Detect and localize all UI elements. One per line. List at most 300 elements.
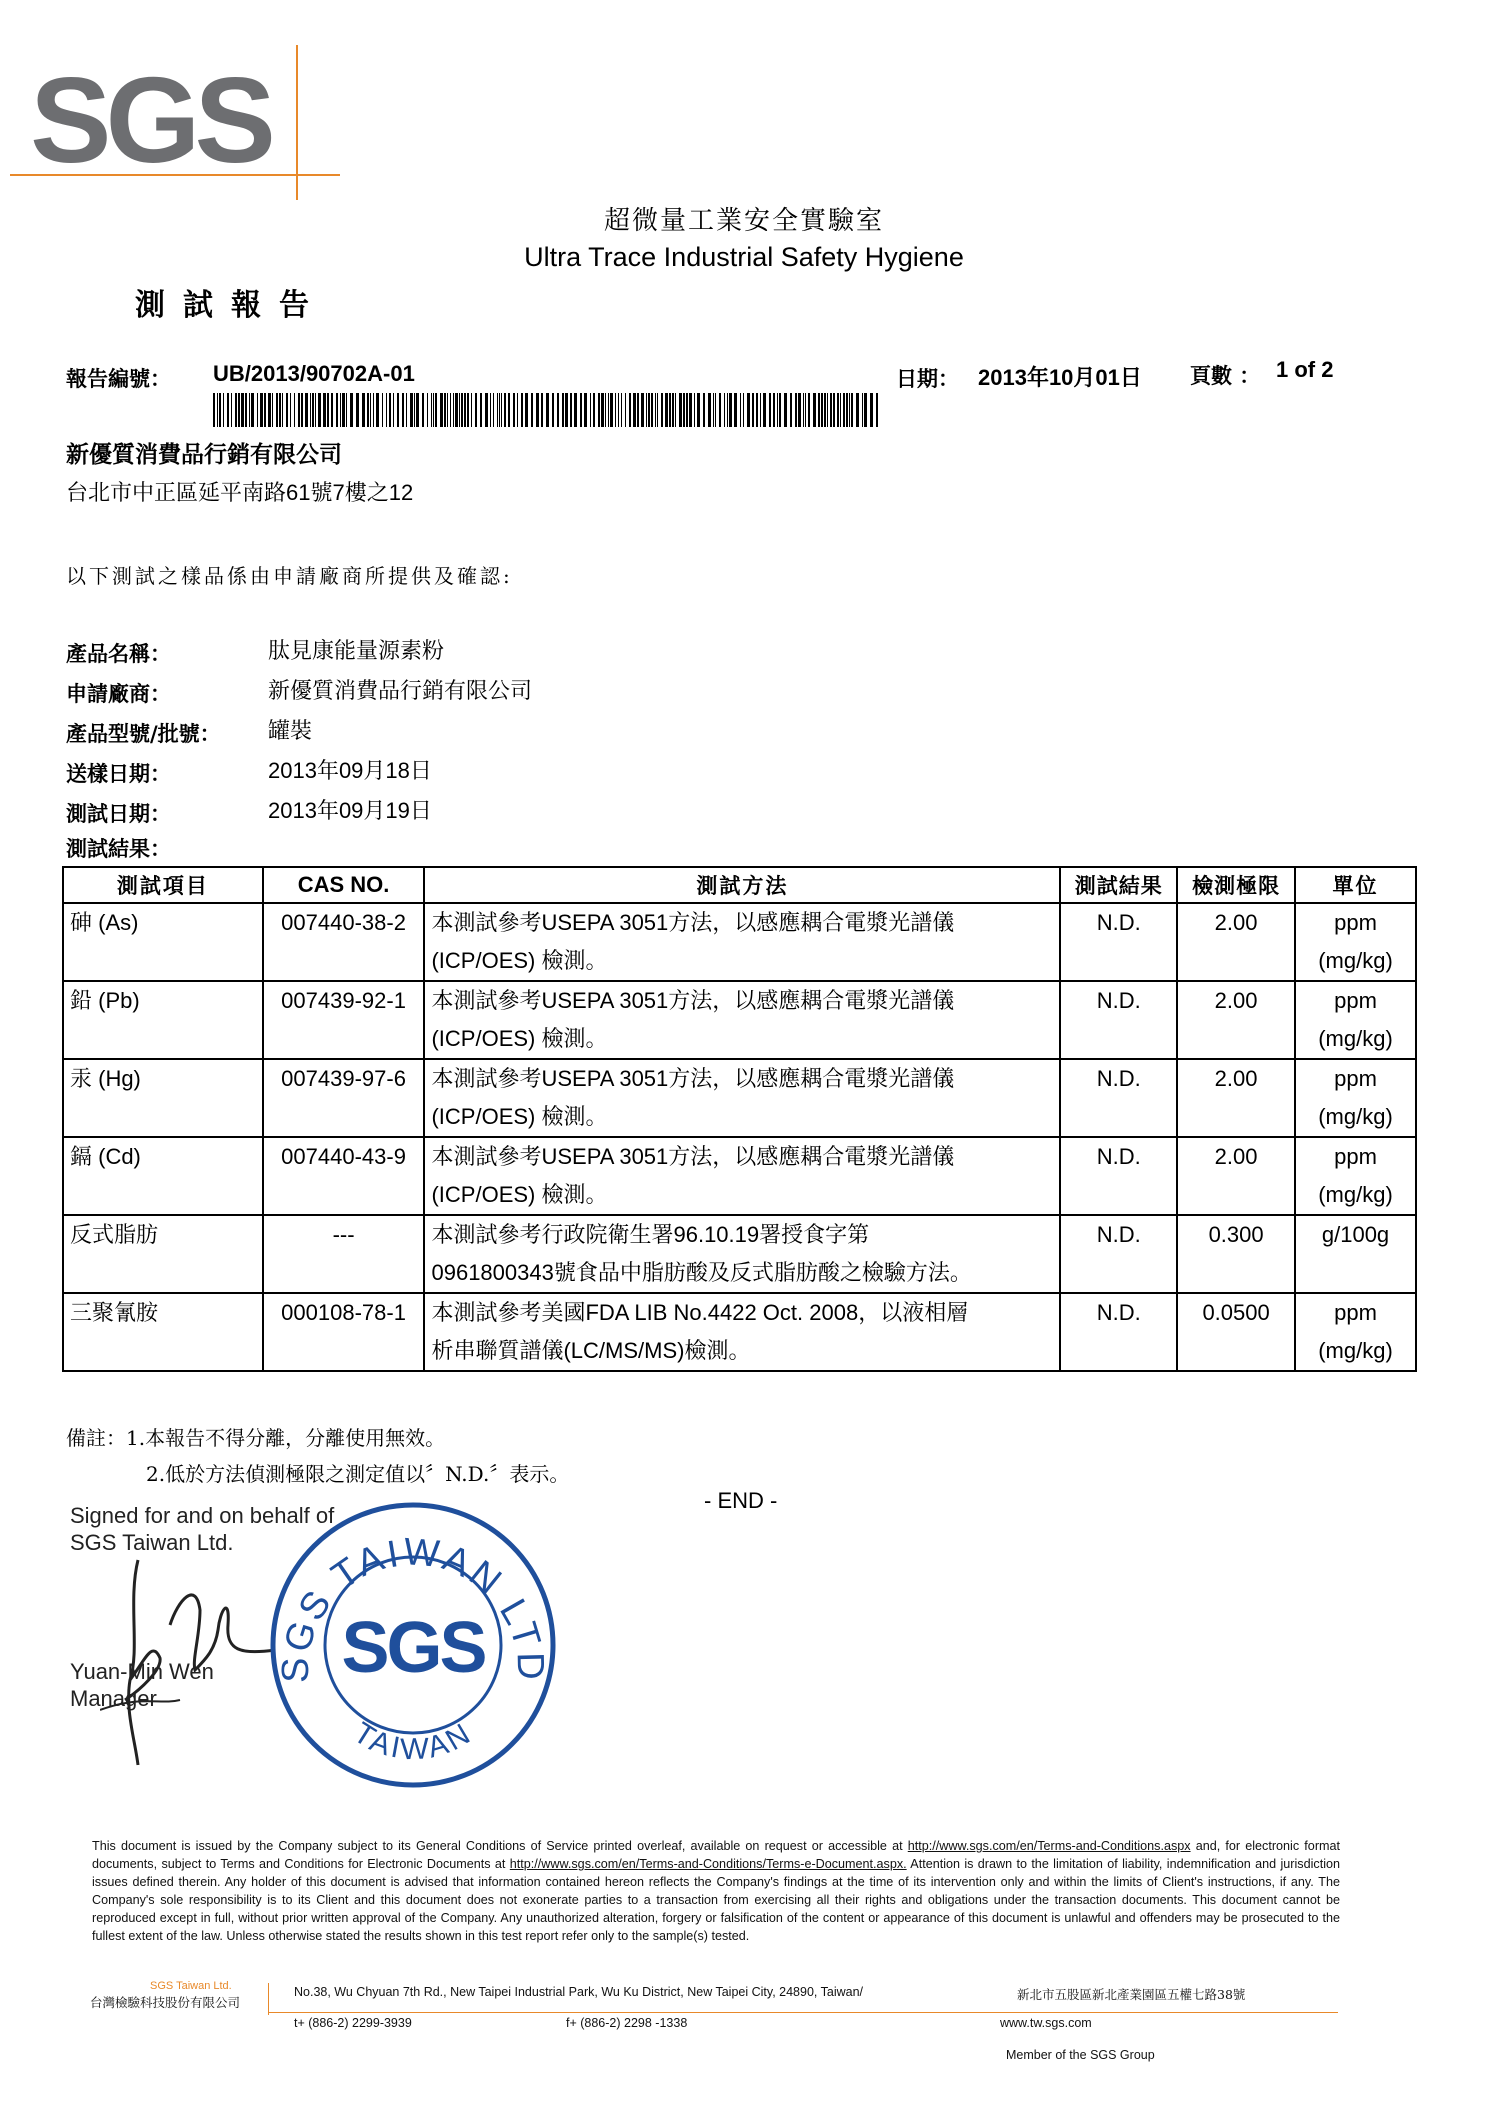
barcode-bar	[531, 393, 533, 427]
cell-result: N.D.	[1060, 1293, 1177, 1371]
method-line: (ICP/OES) 檢測。	[431, 1104, 608, 1129]
barcode-bar	[367, 393, 369, 427]
barcode-bar	[672, 393, 674, 427]
signer-title: Manager	[70, 1686, 157, 1711]
table-row	[63, 981, 1416, 1059]
barcode-bar	[331, 393, 333, 427]
barcode-bar	[406, 393, 407, 427]
barcode-bar	[773, 393, 775, 427]
cell-limit: 0.300	[1177, 1215, 1295, 1293]
report-date: 2013年10月01日	[978, 365, 1142, 390]
table-row	[63, 1137, 1416, 1215]
barcode-bar	[625, 393, 626, 427]
barcode-bar	[422, 393, 424, 427]
barcode-bar	[219, 393, 221, 427]
barcode-bar	[444, 393, 446, 427]
cell-limit: 2.00	[1177, 981, 1295, 1059]
cell-cas: 007439-92-1	[263, 981, 425, 1059]
barcode-bar	[310, 393, 311, 427]
barcode-bar	[312, 393, 314, 427]
barcode-bar	[779, 393, 781, 427]
results-label: 測試結果：	[66, 836, 171, 861]
barcode-bar	[346, 393, 347, 427]
footer-rule	[268, 2012, 1338, 2013]
report-number: UB/2013/90702A-01	[213, 361, 415, 386]
barcode-bar	[824, 393, 826, 427]
cell-unit	[1295, 1059, 1416, 1137]
results-table	[62, 866, 1417, 1372]
intro-text: 以下測試之樣品係由申請廠商所提供及確認:	[66, 564, 513, 588]
barcode-bar	[402, 393, 404, 427]
cell-unit	[1295, 1215, 1416, 1293]
barcode-bar	[846, 393, 848, 427]
barcode-bar	[849, 393, 850, 427]
cell-result: N.D.	[1060, 981, 1177, 1059]
footer-address-zh: 新北市五股區新北產業園區五權七路38號	[1017, 1987, 1246, 2002]
cell-item: 汞 (Hg)	[63, 1059, 263, 1137]
cell-unit	[1295, 981, 1416, 1059]
barcode-bar	[501, 393, 502, 427]
barcode	[213, 393, 880, 427]
barcode-bar	[715, 393, 716, 427]
method-line: 本測試參考USEPA 3051方法，以感應耦合電漿光譜儀	[431, 988, 955, 1013]
cell-method	[424, 1215, 1060, 1293]
barcode-bar	[763, 393, 766, 427]
barcode-bar	[805, 393, 806, 427]
barcode-bar	[467, 393, 469, 427]
barcode-bar	[382, 393, 383, 427]
barcode-bar	[557, 393, 559, 427]
barcode-bar	[427, 393, 428, 427]
barcode-bar	[350, 393, 353, 427]
barcode-bar	[231, 393, 232, 427]
model-label: 產品型號/批號：	[66, 721, 221, 746]
footer-website[interactable]: www.tw.sgs.com	[1000, 2016, 1092, 2030]
barcode-bar	[669, 393, 671, 427]
cell-limit: 2.00	[1177, 1059, 1295, 1137]
barcode-bar	[459, 393, 460, 427]
method-line: 本測試參考USEPA 3051方法，以感應耦合電漿光譜儀	[431, 1066, 955, 1091]
barcode-bar	[414, 393, 415, 427]
model-value: 罐裝	[268, 718, 313, 743]
cell-result: N.D.	[1060, 903, 1177, 981]
barcode-bar	[689, 393, 692, 427]
barcode-bar	[431, 393, 432, 427]
header-test-result: 測試結果	[1060, 867, 1177, 903]
barcode-bar	[461, 393, 463, 427]
barcode-bar	[318, 393, 321, 427]
product-value: 肽見康能量源素粉	[268, 638, 445, 663]
barcode-bar	[629, 393, 631, 427]
barcode-bar	[790, 393, 792, 427]
table-header-row	[63, 867, 1416, 903]
product-label: 產品名稱：	[66, 641, 171, 666]
barcode-bar	[621, 393, 622, 427]
barcode-bar	[490, 393, 491, 427]
sgs-logo	[10, 40, 350, 200]
unit-line: ppm	[1334, 1300, 1377, 1325]
barcode-bar	[268, 393, 271, 427]
barcode-bar	[282, 393, 283, 427]
signer-block	[70, 1658, 214, 1712]
svg-text:TAIWAN	[348, 1716, 478, 1766]
method-line: 本測試參考行政院衛生署96.10.19署授食字第	[431, 1222, 870, 1247]
stamp-bottom-text: TAIWAN	[347, 1716, 479, 1767]
barcode-bar	[455, 393, 458, 427]
table-row	[63, 1215, 1416, 1293]
cell-method	[424, 981, 1060, 1059]
lab-name-en: Ultra Trace Industrial Safety Hygiene	[524, 242, 964, 272]
barcode-bar	[276, 393, 278, 427]
lab-name-zh: 超微量工業安全實驗室	[603, 206, 884, 236]
barcode-bar	[389, 393, 391, 427]
stamp-center-text: SGS	[341, 1608, 485, 1688]
barcode-bar	[694, 393, 695, 427]
barcode-bar	[851, 393, 853, 427]
disclaimer-part-1: This document is issued by the Company subject to its General Conditions of Service printed overleaf, available on request or accessible at	[92, 1839, 908, 1853]
barcode-bar	[480, 393, 482, 427]
barcode-bar	[235, 393, 237, 427]
client-name: 新優質消費品行銷有限公司	[66, 441, 342, 467]
signed-line-2: SGS Taiwan Ltd.	[70, 1530, 234, 1555]
barcode-bar	[605, 393, 606, 427]
client-address: 台北市中正區延平南路61號7樓之12	[66, 480, 414, 505]
method-line: (ICP/OES) 檢測。	[431, 1026, 608, 1051]
cell-item: 反式脂肪	[63, 1215, 263, 1293]
barcode-bar	[743, 393, 744, 427]
cell-cas: ---	[263, 1215, 425, 1293]
barcode-bar	[821, 393, 823, 427]
barcode-bar	[795, 393, 797, 427]
barcode-bar	[245, 393, 247, 427]
barcode-bar	[279, 393, 281, 427]
barcode-bar	[798, 393, 801, 427]
received-date-label: 送樣日期：	[66, 761, 171, 786]
barcode-bar	[641, 393, 644, 427]
cell-item: 鉛 (Pb)	[63, 981, 263, 1059]
barcode-bar	[552, 393, 554, 427]
barcode-bar	[286, 393, 288, 427]
barcode-bar	[657, 393, 658, 427]
unit-line: ppm	[1334, 1066, 1377, 1091]
barcode-bar	[843, 393, 845, 427]
barcode-bar	[536, 393, 539, 427]
barcode-bar	[608, 393, 609, 427]
barcode-bar	[499, 393, 500, 427]
note-line-2: 2.低於方法偵測極限之測定值以〞N.D.〞表示。	[146, 1462, 570, 1486]
barcode-bar	[727, 393, 728, 427]
barcode-bar	[827, 393, 828, 427]
barcode-bar	[260, 393, 263, 427]
barcode-bar	[777, 393, 778, 427]
barcode-bar	[305, 393, 308, 427]
unit-line: ppm	[1334, 910, 1377, 935]
barcode-bar	[301, 393, 303, 427]
barcode-bar	[637, 393, 639, 427]
footer-member: Member of the SGS Group	[1006, 2048, 1155, 2062]
barcode-bar	[808, 393, 810, 427]
barcode-bar	[475, 393, 477, 427]
unit-line: (mg/kg)	[1318, 948, 1393, 973]
barcode-bar	[729, 393, 732, 427]
barcode-bar	[440, 393, 443, 427]
barcode-bar	[870, 393, 873, 427]
unit-line: (mg/kg)	[1318, 1104, 1393, 1129]
pages-label: 頁數 ：	[1190, 363, 1261, 388]
method-line: (ICP/OES) 檢測。	[431, 1182, 608, 1207]
cell-cas: 007439-97-6	[263, 1059, 425, 1137]
footer-company-en: SGS Taiwan Ltd.	[150, 1980, 232, 1992]
barcode-bar	[574, 393, 577, 427]
sgs-taiwan-stamp	[268, 1500, 558, 1790]
pages-value: 1 of 2	[1276, 357, 1334, 382]
signer-name: Yuan-Min Wen	[70, 1659, 214, 1684]
barcode-bar	[410, 393, 413, 427]
terms-link[interactable]: http://www.sgs.com/en/Terms-and-Conditions.aspx	[907, 1839, 1191, 1853]
cell-item: 鎘 (Cd)	[63, 1137, 263, 1215]
cell-item: 三聚氰胺	[63, 1293, 263, 1371]
test-date-value: 2013年09月19日	[268, 798, 432, 823]
barcode-bar	[356, 393, 359, 427]
barcode-bar	[493, 393, 494, 427]
footer-divider	[268, 1983, 269, 2015]
barcode-bar	[752, 393, 754, 427]
barcode-bar	[633, 393, 636, 427]
barcode-bar	[453, 393, 454, 427]
barcode-bar	[327, 393, 329, 427]
table-row	[63, 1059, 1416, 1137]
cell-method	[424, 1137, 1060, 1215]
stamp-top-text: SGS TAIWAN LTD	[274, 1530, 552, 1684]
barcode-bar	[876, 393, 878, 427]
barcode-bar	[686, 393, 688, 427]
barcode-bar	[719, 393, 721, 427]
cell-result: N.D.	[1060, 1059, 1177, 1137]
cell-result: N.D.	[1060, 1137, 1177, 1215]
barcode-bar	[450, 393, 451, 427]
barcode-bar	[238, 393, 240, 427]
barcode-bar	[837, 393, 839, 427]
cell-method	[424, 1059, 1060, 1137]
barcode-bar	[769, 393, 771, 427]
barcode-bar	[708, 393, 711, 427]
e-document-terms-link[interactable]: http://www.sgs.com/en/Terms-and-Conditions/Terms-e-Document.aspx.	[509, 1857, 907, 1871]
method-line: (ICP/OES) 檢測。	[431, 948, 608, 973]
barcode-bar	[648, 393, 650, 427]
barcode-bar	[416, 393, 419, 427]
barcode-bar	[593, 393, 595, 427]
test-date-label: 測試日期：	[66, 801, 171, 826]
applicant-value: 新優質消費品行銷有限公司	[268, 678, 533, 703]
cell-result: N.D.	[1060, 1215, 1177, 1293]
report-number-label: 報告編號：	[66, 366, 171, 391]
barcode-bar	[584, 393, 587, 427]
barcode-bar	[747, 393, 750, 427]
footer-company-zh: 台灣檢驗科技股份有限公司	[90, 1996, 241, 2010]
header-detection-limit: 檢測極限	[1177, 867, 1295, 903]
barcode-bar	[464, 393, 466, 427]
unit-line: (mg/kg)	[1318, 1182, 1393, 1207]
cell-unit	[1295, 903, 1416, 981]
cell-cas: 007440-38-2	[263, 903, 425, 981]
barcode-bar	[342, 393, 345, 427]
barcode-bar	[485, 393, 488, 427]
barcode-bar	[508, 393, 510, 427]
barcode-bar	[497, 393, 498, 427]
footer-fax: f+ (886-2) 2298 -1338	[566, 2016, 688, 2030]
signed-line-1: Signed for and on behalf of	[70, 1503, 335, 1528]
header-test-item: 測試項目	[63, 867, 263, 903]
barcode-bar	[251, 393, 254, 427]
barcode-bar	[813, 393, 816, 427]
barcode-bar	[447, 393, 448, 427]
barcode-bar	[740, 393, 741, 427]
document-title: 測試報告	[135, 288, 327, 323]
barcode-bar	[257, 393, 258, 427]
barcode-bar	[580, 393, 582, 427]
sgs-logo-text: SGS	[30, 52, 270, 188]
barcode-bar	[803, 393, 804, 427]
cell-unit	[1295, 1137, 1416, 1215]
barcode-bar	[272, 393, 273, 427]
cell-cas: 000108-78-1	[263, 1293, 425, 1371]
barcode-bar	[397, 393, 399, 427]
barcode-bar	[598, 393, 600, 427]
barcode-bar	[818, 393, 820, 427]
barcode-bar	[615, 393, 616, 427]
barcode-bar	[833, 393, 835, 427]
barcode-bar	[756, 393, 758, 427]
end-marker: - END -	[704, 1488, 778, 1513]
barcode-bar	[840, 393, 841, 427]
barcode-bar	[370, 393, 371, 427]
cell-method	[424, 903, 1060, 981]
barcode-bar	[734, 393, 737, 427]
notes	[66, 1420, 569, 1492]
barcode-bar	[213, 393, 215, 427]
barcode-bar	[249, 393, 250, 427]
barcode-bar	[864, 393, 867, 427]
barcode-bar	[618, 393, 619, 427]
barcode-bar	[227, 393, 229, 427]
applicant-label: 申請廠商：	[66, 681, 171, 706]
cell-limit: 2.00	[1177, 903, 1295, 981]
barcode-bar	[661, 393, 663, 427]
barcode-bar	[675, 393, 676, 427]
barcode-bar	[336, 393, 338, 427]
footer-address-en: No.38, Wu Chyuan 7th Rd., New Taipei Industrial Park, Wu Ku District, New Taipei City, 24890, Taiwan/	[294, 1985, 864, 1999]
barcode-bar	[393, 393, 394, 427]
barcode-bar	[562, 393, 564, 427]
barcode-bar	[294, 393, 295, 427]
method-line: 本測試參考美國FDA LIB No.4422 Oct. 2008，以液相層	[431, 1300, 969, 1325]
barcode-bar	[298, 393, 300, 427]
header-cas-no: CAS NO.	[263, 867, 425, 903]
barcode-bar	[724, 393, 725, 427]
table-row	[63, 1293, 1416, 1371]
disclaimer	[92, 1837, 1340, 1945]
barcode-bar	[435, 393, 437, 427]
received-date-value: 2013年09月18日	[268, 758, 432, 783]
barcode-bar	[862, 393, 863, 427]
barcode-bar	[241, 393, 244, 427]
barcode-bar	[565, 393, 568, 427]
cell-method	[424, 1293, 1060, 1371]
barcode-bar	[340, 393, 341, 427]
barcode-bar	[504, 393, 506, 427]
unit-line: (mg/kg)	[1318, 1026, 1393, 1051]
disclaimer-part-3: Attention is drawn to the limitation of liability, indemnification and jurisdiction issues defined therein. Any holder of this document is advised that information contained hereon reflects the Company's findings at the time of its intervention only and within the limits of Client's instructions, if any. The Company's sole responsibility is to its Client and this document does not exonerate parties to a transaction from exercising all their rights and obligations under the transaction documents. This document cannot be reproduced except in full, without prior written approval of the Company. Any unauthorized alteration, forgery or falsification of the content or appearance of this document is unlawful and offenders may be prosecuted to the fullest extent of the law. Unless otherwise stated the results shown in this test report refer only to the sample(s) tested.	[92, 1857, 1340, 1943]
barcode-bar	[655, 393, 656, 427]
barcode-bar	[590, 393, 591, 427]
barcode-bar	[541, 393, 543, 427]
header-test-method: 測試方法	[424, 867, 1060, 903]
barcode-bar	[376, 393, 379, 427]
cell-cas: 007440-43-9	[263, 1137, 425, 1215]
barcode-bar	[713, 393, 714, 427]
barcode-bar	[471, 393, 472, 427]
barcode-bar	[373, 393, 374, 427]
method-line: 本測試參考USEPA 3051方法，以感應耦合電漿光譜儀	[431, 1144, 955, 1169]
barcode-bar	[217, 393, 218, 427]
barcode-bar	[513, 393, 515, 427]
barcode-bar	[521, 393, 523, 427]
method-line: 析串聯質譜儀(LC/MS/MS)檢測。	[431, 1338, 751, 1363]
barcode-bar	[830, 393, 832, 427]
method-line: 本測試參考USEPA 3051方法，以感應耦合電漿光譜儀	[431, 910, 955, 935]
cell-unit	[1295, 1293, 1416, 1371]
barcode-bar	[697, 393, 700, 427]
cell-limit: 0.0500	[1177, 1293, 1295, 1371]
barcode-bar	[601, 393, 604, 427]
barcode-bar	[433, 393, 434, 427]
barcode-bar	[525, 393, 528, 427]
unit-line: ppm	[1334, 988, 1377, 1013]
barcode-bar	[323, 393, 326, 427]
barcode-bar	[315, 393, 316, 427]
barcode-bar	[665, 393, 668, 427]
barcode-bar	[546, 393, 549, 427]
barcode-bar	[362, 393, 365, 427]
unit-line: (mg/kg)	[1318, 1338, 1393, 1363]
barcode-bar	[651, 393, 653, 427]
barcode-bar	[683, 393, 685, 427]
barcode-bar	[290, 393, 291, 427]
barcode-bar	[784, 393, 787, 427]
unit-line: g/100g	[1321, 1222, 1390, 1247]
barcode-bar	[610, 393, 613, 427]
barcode-bar	[856, 393, 859, 427]
date-label: 日期：	[896, 366, 959, 391]
unit-line: ppm	[1334, 1144, 1377, 1169]
barcode-bar	[679, 393, 682, 427]
cell-item: 砷 (As)	[63, 903, 263, 981]
barcode-bar	[386, 393, 387, 427]
cell-limit: 2.00	[1177, 1137, 1295, 1215]
barcode-bar	[570, 393, 572, 427]
barcode-bar	[760, 393, 761, 427]
table-row	[63, 903, 1416, 981]
barcode-bar	[517, 393, 518, 427]
method-line: 0961800343號食品中脂肪酸及反式脂肪酸之檢驗方法。	[431, 1260, 972, 1285]
barcode-bar	[703, 393, 705, 427]
footer-tel: t+ (886-2) 2299-3939	[294, 2016, 412, 2030]
header-unit: 單位	[1295, 867, 1416, 903]
note-line-1: 備註：1.本報告不得分離，分離使用無效。	[66, 1426, 446, 1450]
barcode-bar	[223, 393, 224, 427]
barcode-bar	[264, 393, 266, 427]
barcode-bar	[646, 393, 647, 427]
